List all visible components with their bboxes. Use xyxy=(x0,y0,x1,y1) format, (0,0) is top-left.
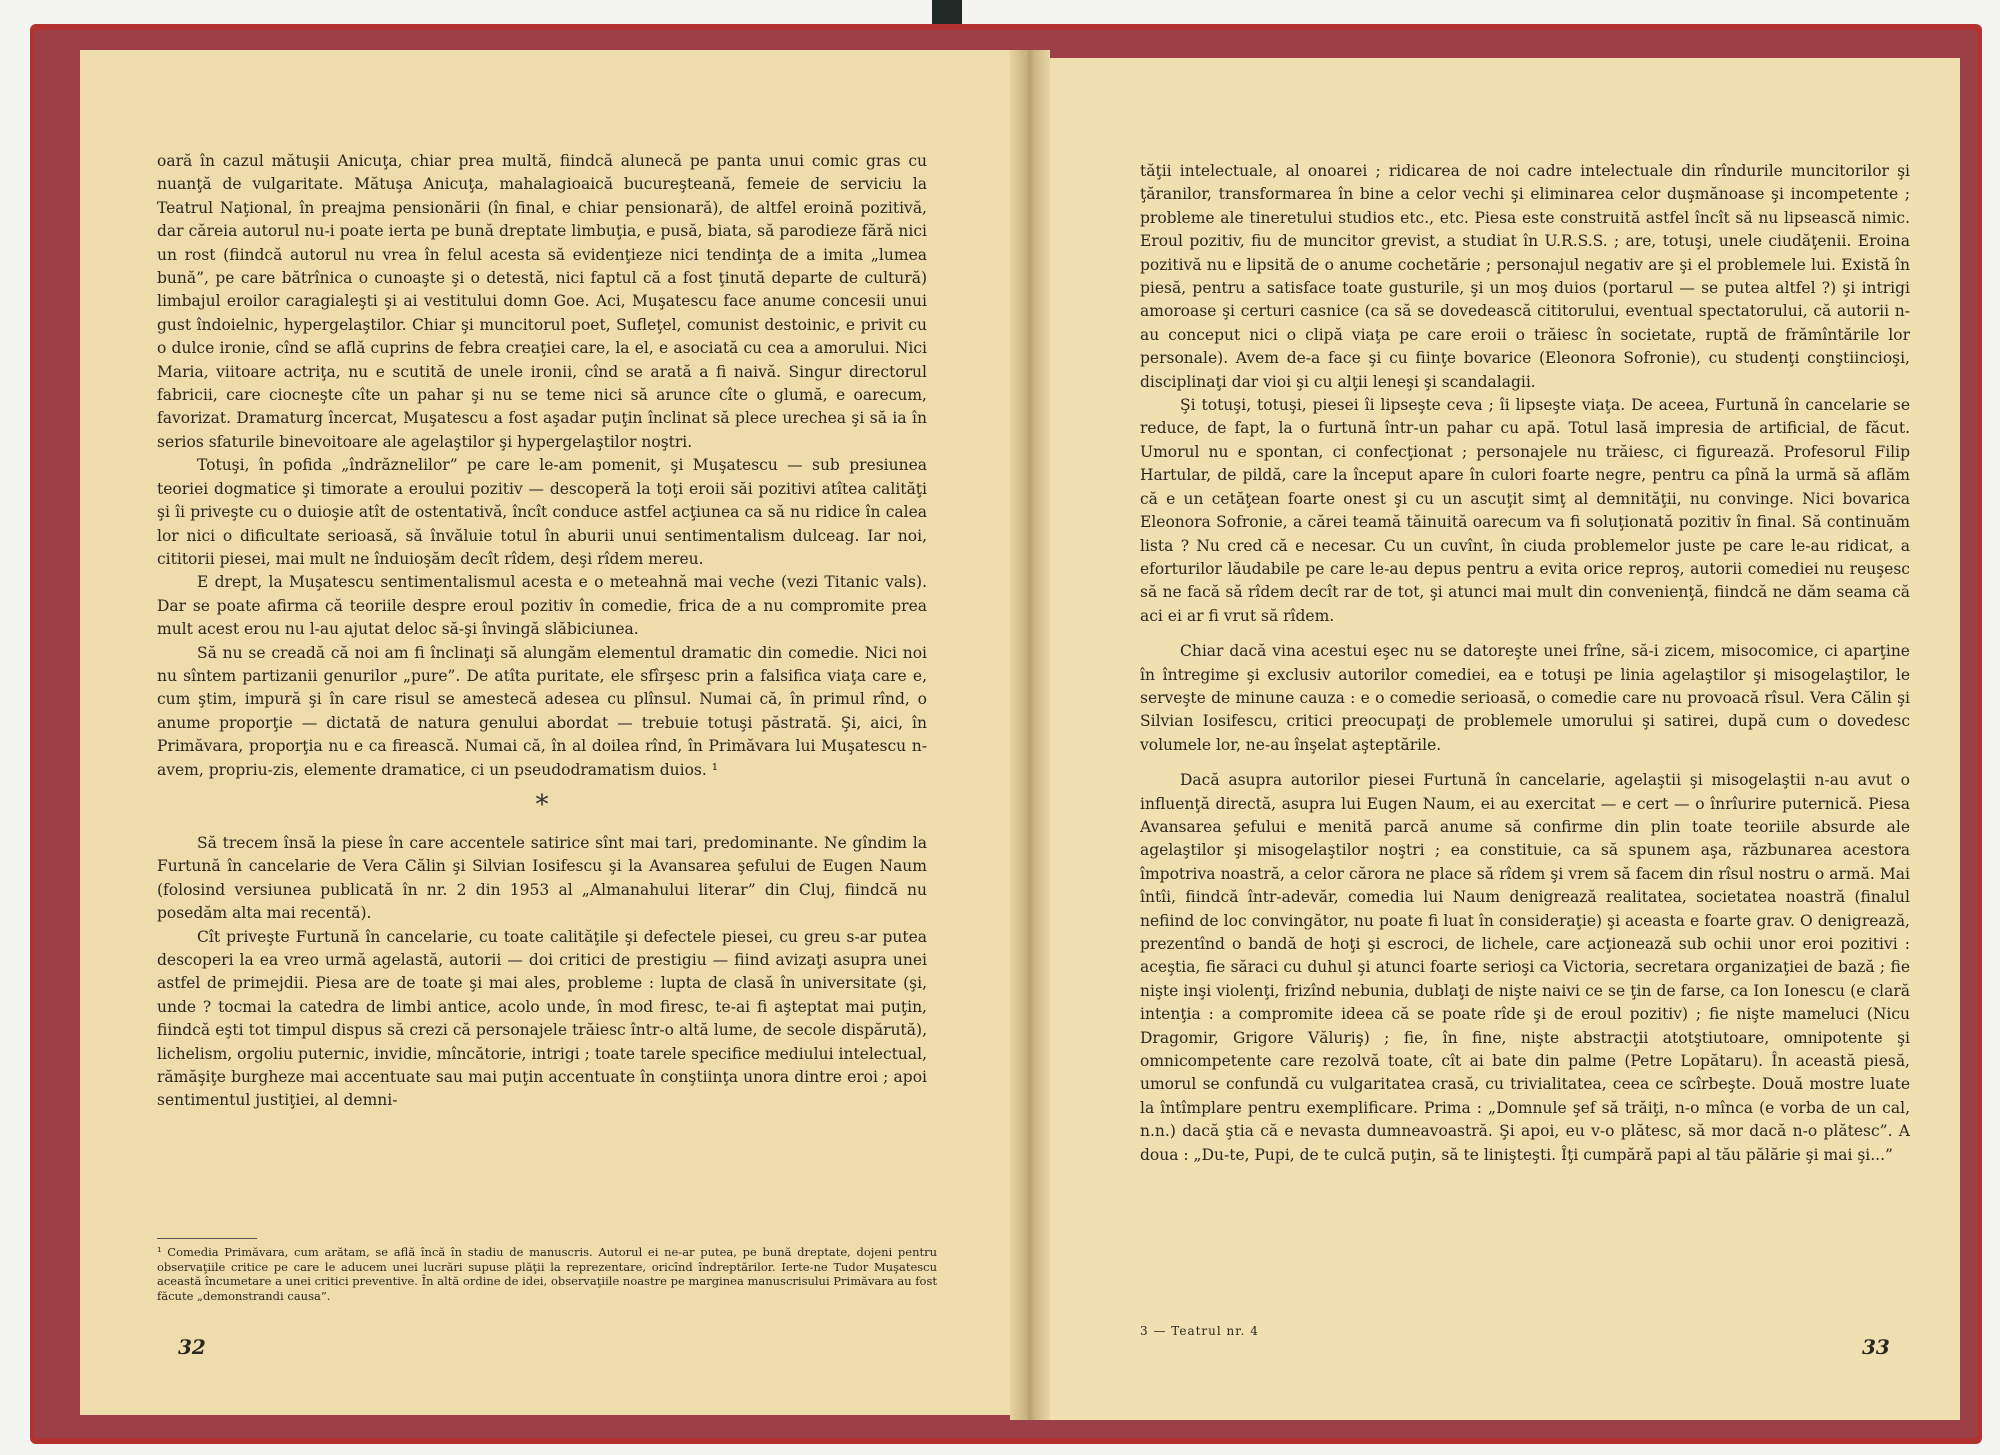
printer-signature: 3 — Teatrul nr. 4 xyxy=(1140,1324,1259,1338)
paragraph: Cît priveşte Furtună în cancelarie, cu toate calităţile şi defectele piesei, cu greu s-ar putea descoperi la ea vreo urmă agelastă, autorii — doi critici de prestigiu — fiind avizaţi asupra unei astfel de primejdii. Piesa are de toate şi mai ales, probleme : lupta de clasă în universitate (şi, unde ? tocmai la catedra de limbi antice, acolo unde, în mod firesc, te-ai fi aşteptat mai puţin, fiindcă eşti tot timpul dispus să crezi că personajele trăiesc într-o altă lume, de secole dispărută), lichelism, orgoliu puternic, invidie, mîncătorie, intrigi ; toate tarele specifice mediului intelectual, rămăşiţe burgheze mai accentuate sau mai puţin accentuate în conştiinţa unora dintre eroi ; apoi sentimentul justiţiei, al demni- xyxy=(157,927,927,1110)
section-separator: * xyxy=(535,789,549,820)
paragraph-gap xyxy=(1140,628,1910,640)
paragraph: Totuşi, în pofida „îndrăznelilor” pe care le-am pomenit, şi Muşatescu — sub presiunea teoriei dogmatice şi timorate a eroului pozitiv — descoperă la toţi eroii săi pozitivi atîtea calităţi şi îi priveşte cu o duioşie atît de ostentativă, încît conduce astfel acţiunea ca să nu ridice în calea lor nici o dificultate serioasă, să învăluie totul în aburii unui sentimentalism dulceag. Iar noi, cititorii piesei, mai mult ne înduioşăm decît rîdem, deşi rîdem mereu. xyxy=(157,456,927,568)
footnote-rule xyxy=(157,1238,257,1239)
paragraph: tăţii intelectuale, al onoarei ; ridicarea de noi cadre intelectuale din rîndurile muncitorilor şi ţăranilor, transformarea în bine a celor vechi şi eliminarea celor duşmănoase şi incompetente ; probleme ale tineretului studios etc., etc. Piesa este construită astfel încît să nu lipsească nimic. Eroul pozitiv, fiu de muncitor grevist, a studiat în U.R.S.S. ; are, totuşi, unele ciudăţenii. Eroina pozitivă nu e lipsită de o anume cochetărie ; personajul negativ are şi el problemele lui. Există în piesă, pentru a satisface toate gusturile, şi un moş duios (portarul — se putea altfel ?) şi intrigi amoroase şi certuri casnice (ca să se dovedească cititorului, eventual spectatorului, că autorii n-au conceput nici o clipă viaţa pe care eroii o trăiesc în societate, ruptă de frămîntările lor personale). Avem de-a face şi cu fiinţe bovarice (Eleonora Sofronie), cu studenţi conştiincioşi, disciplinaţi dar vioi şi cu alţii leneşi şi scandalagii. xyxy=(1140,162,1910,391)
paragraph-gap xyxy=(1140,757,1910,769)
book-gutter xyxy=(1010,50,1050,1420)
right-page-text xyxy=(1140,160,1910,1167)
paragraph: Să trecem însă la piese în care accentele satirice sînt mai tari, predominante. Ne gîndim la Furtună în cancelarie de Vera Călin şi Silvian Iosifescu şi la Avansarea şefului de Eugen Naum (folosind versiunea publicată în nr. 2 din 1953 al „Almanahului literar” din Cluj, fiindcă nu posedăm alta mai recentă). xyxy=(157,833,927,923)
footnote: ¹ Comedia Primăvara, cum arătam, se află încă în stadiu de manuscris. Autorul ei ne-ar putea, pe bună dreptate, dojeni pentru observaţiile critice pe care le aducem unei lucrări supuse plăţii la reprezentare, oricînd îndreptărilor. Ierte-ne Tudor Muşatescu această încumetare a unei critici preventive. În altă ordine de idei, observaţiile noastre pe marginea manuscrisului Primăvara au fost făcute „demonstrandi causa”. xyxy=(157,1245,937,1303)
paragraph: oară în cazul mătuşii Anicuţa, chiar prea multă, fiindcă alunecă pe panta unui comic gras cu nuanţă de vulgaritate. Mătuşa Anicuţa, mahalagioaică bucureşteană, femeie de serviciu la Teatrul Naţional, în preajma pensionării (în final, e chiar pensionară), de altfel eroină pozitivă, dar căreia autorul nu-i poate ierta pe bună dreptate limbuţia, e pusă, biata, să parodieze fără nici un rost (fiindcă autorul nu vrea în felul acesta să evidenţieze nici tendinţa de a imita „lumea bună”, pe care bătrînica o cunoaşte şi o detestă, nici faptul că a fost ţinută departe de cultură) limbajul eroilor caragialeşti şi ai vestitului domn Goe. Aci, Muşatescu face anume concesii unui gust îndoielnic, hypergelaştilor. Chiar şi muncitorul poet, Sufleţel, comunist destoinic, e privit cu o dulce ironie, cînd se află cuprins de febra creaţiei care, la el, e asociată cu cea a amorului. Nici Maria, viitoare actriţa, nu e scutită de unele ironii, cînd se arată a fi naivă. Singur directorul fabricii, care ciocneşte cîte un pahar şi nu se teme nici să arunce cîte o glumă, e oarecum, favorizat. Dramaturg încercat, Muşatescu a fost aşadar puţin înclinat să plece urechea şi să ia în serios sfaturile binevoitoare ale agelaştilor şi hypergelaştilor noştri. xyxy=(157,152,927,451)
paragraph: Să nu se creadă că noi am fi înclinaţi să alungăm elementul dramatic din comedie. Nici noi nu sîntem partizanii genurilor „pure”. De atîta puritate, ele sfîrşesc prin a falsifica viaţa care e, cum ştim, impură şi în care risul se amestecă adesea cu plînsul. Numai că, în primul rînd, o anume proporţie — dictată de natura genului abordat — trebuie totuşi păstrată. Şi, aici, în Primăvara, proporţia nu e ca firească. Numai că, în al doilea rînd, în Primăvara lui Muşatescu n-avem, propriu-zis, elemente dramatice, ci un pseudodramatism duios. ¹ xyxy=(157,643,927,779)
page-number-left: 32 xyxy=(178,1335,206,1359)
paragraph: E drept, la Muşatescu sentimentalismul acesta e o meteahnă mai veche (vezi Titanic vals). Dar se poate afirma că teoriile despre eroul pozitiv în comedie, frica de a nu compromite prea mult acest erou nu l-au ajutat deloc să-şi învingă slăbiciunea. xyxy=(157,573,927,639)
paragraph: Şi totuşi, totuşi, piesei îi lipseşte ceva ; îi lipseşte viaţa. De aceea, Furtună în cancelarie se reduce, de fapt, la o furtună într-un pahar cu apă. Totul lasă impresia de artificial, de făcut. Umorul nu e spontan, ci confecţionat ; personajele nu trăiesc, ci figurează. Profesorul Filip Hartular, de pildă, care la început apare în culori foarte negre, pentru ca pînă la urmă să aflăm că e un cetăţean foarte onest şi cu un ascuţit simţ al demnităţii, nu convinge. Nici bovarica Eleonora Sofronie, a cărei teamă tăinuită oarecum va fi soluţionată pozitiv în final. Să continuăm lista ? Nu cred că e necesar. Cu un cuvînt, în ciuda problemelor juste pe care le-au ridicat, a eforturilor lăudabile pe care le-au depus pentru a evita orice reproş, autorii comediei nu reuşesc să ne facă să rîdem decît rar de tot, şi atunci mai mult din convenienţă, fiindcă ne dăm seama că aci ei ar fi vrut să rîdem. xyxy=(1140,396,1910,625)
page-number-right: 33 xyxy=(1862,1335,1890,1359)
paragraph: Dacă asupra autorilor piesei Furtună în cancelarie, agelaştii şi misogelaştii n-au avut o influenţă directă, asupra lui Eugen Naum, ei au exercitat — e cert — o înrîurire puternică. Piesa Avansarea şefului e menită parcă anume să confirme din plin toate teoriile absurde ale agelaştilor şi misogelaştilor noştri ; ea constituie, ca să spunem aşa, răzbunarea acestora împotriva noastră, a celor cărora ne place să rîdem şi vrem să facem din rîsul nostru o armă. Mai întîi, fiindcă într-adevăr, comedia lui Naum denigrează realitatea, societatea noastră (finalul nefiind de loc convingător, nu poate fi luat în consideraţie) şi aceasta e foarte grav. O denigrează, prezentînd o bandă de hoţi şi escroci, de lichele, care acţionează sub ochii unor eroi pozitivi : aceştia, fie săraci cu duhul şi atunci foarte serioşi ca Victoria, secretara organizaţiei de bază ; fie nişte inşi violenţi, frizînd nebunia, dublaţi de nişte naivi ce se ţin de farse, ca Ion Ionescu (e clară intenţia : a compromite ideea că se poate rîde şi de eroul pozitiv) ; fie nişte mameluci (Nicu Dragomir, Grigore Văluriş) ; fie, în fine, nişte abstracţii atotştiutoare, omnipotente şi omnicompetente care rezolvă toate, cît ai bate din palme (Petre Lopătaru). În această piesă, umorul se confundă cu vulgaritatea crasă, cu trivialitatea, ceea ce scîrbeşte. Două mostre luate la întîmplare pentru exemplificare. Prima : „Domnule şef să trăiţi, n-o mînca (e vorba de un cal, n.n.) dacă ştia că e nevasta dumneavoastră. Şi apoi, eu v-o plătesc, să mor dacă n-o plătesc”. A doua : „Du-te, Pupi, de te culcă puţin, să te linişteşti. Îţi cumpără papi al tău pălărie şi mai şi...” xyxy=(1140,771,1910,1164)
paragraph: Chiar dacă vina acestui eşec nu se datoreşte unei frîne, să-i zicem, misocomice, ci aparţine în întregime şi exclusiv autorilor comediei, ea e totuşi pe linia agelaştilor şi misogelaştilor, le serveşte de minune cauza : e o comedie serioasă, o comedie care nu provoacă rîsul. Vera Călin şi Silvian Iosifescu, critici preocupaţi de problemele umorului şi satirei, după cum o dovedesc volumele lor, ne-au înşelat aşteptările. xyxy=(1140,642,1910,754)
left-page-text xyxy=(157,150,927,1113)
